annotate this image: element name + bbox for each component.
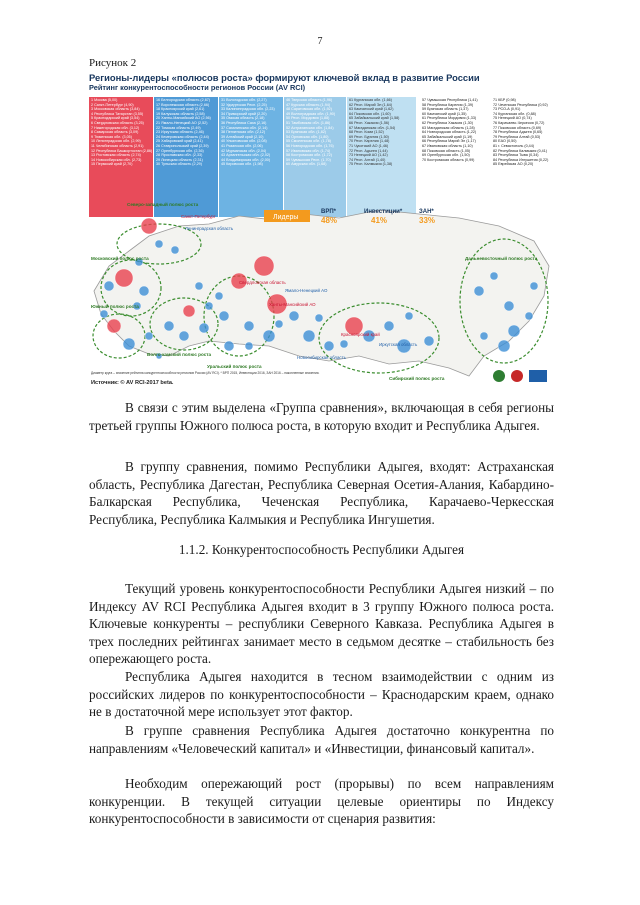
rating-entry: 59 Чувашская Респ. (1,70) bbox=[286, 157, 331, 162]
pole-label-text: Уральский полюс роста bbox=[207, 364, 262, 369]
logo-ava-icon bbox=[529, 370, 547, 382]
region-bubble bbox=[525, 312, 533, 320]
section-heading: 1.1.2. Конкурентоспособность Республики Адыгея bbox=[178, 542, 465, 557]
region-bubble bbox=[263, 330, 275, 342]
rating-entry: 69 Респ. Бурятия (1,50) bbox=[349, 134, 389, 139]
rating-entry: 34 Приморский край (2,20) bbox=[221, 111, 267, 116]
rating-entry: 66 Респ. Хакасия (1,56) bbox=[349, 120, 390, 125]
region-label-novosib: Новосибирская область bbox=[297, 355, 346, 360]
logos bbox=[493, 370, 547, 382]
region-bubble bbox=[405, 312, 413, 320]
region-bubble bbox=[164, 321, 174, 331]
region-label-kras: Красноярский край bbox=[341, 332, 380, 337]
rating-entry: 26 Ставропольский край (2,39) bbox=[156, 143, 209, 148]
rating-entry: 45 Кировская обл. (1,98) bbox=[221, 162, 263, 167]
region-label-spb: Санкт-Петербург bbox=[181, 214, 216, 219]
rating-entry: 20 Ханты-Мансийский АО (2,56) bbox=[156, 116, 211, 121]
rating-entry: 62 Республика Хакасия (1,30) bbox=[422, 120, 473, 125]
rating-entry: 17 Воронежская область (2,66) bbox=[156, 102, 210, 107]
rating-entry: 31 Вологодская обл. (2,27) bbox=[221, 98, 267, 102]
rating-entry: 1 Москва (5,00) bbox=[91, 98, 118, 102]
rating-entry: 84 Республика Ингушетия (0,22) bbox=[493, 157, 549, 162]
figure-source: Источник: © AV RCI-2017 beta. bbox=[91, 380, 174, 386]
rating-entry: 70 Костромская область (0,99) bbox=[422, 157, 475, 162]
rating-entry: 65 Забайкальский край (1,19) bbox=[422, 134, 473, 139]
rating-entry: 77 Псковская область (0,69) bbox=[493, 125, 542, 130]
rating-entry: 58 Республика Карелия (1,39) bbox=[422, 102, 474, 107]
region-bubble bbox=[155, 240, 163, 248]
rating-entry: 7 Нижегородская обл. (3,12) bbox=[91, 125, 140, 130]
pole-label-fareast bbox=[465, 255, 538, 261]
region-bubble bbox=[224, 341, 234, 351]
rating-entry: 58 Костромская обл. (1,72) bbox=[286, 153, 332, 158]
rating-entry: 49 Волгоградская обл. (1,90) bbox=[286, 111, 336, 116]
rating-entry: 55 Смоленская обл. (1,78) bbox=[286, 139, 331, 144]
rating-entry: 65 Забайкальский край (1,58) bbox=[349, 116, 400, 121]
region-bubble bbox=[107, 319, 121, 333]
region-bubble bbox=[530, 282, 538, 290]
rating-entry: 38 Пензенская обл. (2,12) bbox=[221, 130, 266, 135]
russia-map bbox=[89, 196, 554, 386]
paragraph-comparison-group: В связи с этим выделена «Группа сравнения», включающая в себя регионы третьей группы Южного полюса роста, в которую входит и Республика Адыгея. bbox=[89, 400, 554, 433]
pole-label-text: Северо-западный полюс роста bbox=[127, 202, 199, 207]
rating-entry: 68 Псковская область (1,05) bbox=[422, 148, 471, 153]
rating-entry: 19 Калужская область (2,58) bbox=[156, 111, 205, 116]
rating-entry: 32 Удмуртская Респ. (2,25) bbox=[221, 102, 267, 107]
region-bubble bbox=[195, 282, 203, 290]
legend-vrp-value: 48% bbox=[321, 216, 338, 225]
rating-entry: 27 Оренбургская обл. (2,36) bbox=[156, 148, 204, 153]
rating-entry: 29 Липецкая область (2,31) bbox=[156, 157, 203, 162]
legend-invest-value: 41% bbox=[371, 216, 388, 225]
rating-entry: 61 Республика Мордовия (1,33) bbox=[422, 116, 477, 121]
region-bubble bbox=[244, 321, 254, 331]
rating-entry: 66 Республика Марий Эл (1,17) bbox=[422, 139, 476, 144]
region-bubble bbox=[123, 338, 135, 350]
rating-entry: 76 Карачаево-Черкесия (0,72) bbox=[493, 120, 545, 125]
region-label-leningrad: Ленинградская область bbox=[185, 226, 234, 231]
region-bubble bbox=[384, 321, 394, 331]
region-label-yamal: Ямало-Ненецкий АО bbox=[285, 288, 328, 293]
region-bubble bbox=[289, 311, 299, 321]
region-bubble bbox=[275, 320, 283, 328]
legend-leaders: Лидеры bbox=[273, 214, 299, 221]
rating-entry: 12 Республика Башкортостан (2,86) bbox=[91, 148, 153, 153]
rating-entry: 61 Курганская обл. (1,66) bbox=[349, 98, 392, 102]
rating-entry: 43 Архангельская обл. (2,02) bbox=[221, 153, 271, 158]
region-bubble bbox=[315, 314, 323, 322]
rating-entry: 35 Омская область (2,18) bbox=[221, 116, 265, 121]
region-bubble bbox=[219, 311, 229, 321]
rating-entry: 13 Ростовская область (2,74) bbox=[91, 153, 141, 158]
rating-entry: 2 Санкт-Петербург (4,90) bbox=[91, 102, 134, 107]
rating-entry: 72 Респ. Адыгея (1,44) bbox=[349, 148, 388, 153]
rating-entry: 46 Тверская область (1,96) bbox=[286, 98, 333, 102]
rating-entry: 62 Респ. Марий Эл (1,64) bbox=[349, 102, 393, 107]
rating-entry: 54 Орловская обл. (1,80) bbox=[286, 134, 329, 139]
rating-entry: 53 Брянская обл. (1,82) bbox=[286, 130, 327, 135]
region-bubble bbox=[100, 310, 108, 318]
rating-entry: 60 Камчатский край (1,35) bbox=[422, 111, 467, 116]
rating-entry: 72 Чеченская Республика (0,92) bbox=[493, 102, 548, 107]
pole-label-siberian bbox=[389, 375, 445, 381]
figure-note: Диаметр круга – значение рейтинга конкурентоспособности регионов России (AV RCI). * ВРП 2015, Инвестиции 2016, ЗАН 2016 – накопленные значения. bbox=[91, 371, 320, 375]
region-bubble bbox=[115, 269, 133, 287]
figure-title: Регионы-лидеры «полюсов роста» формируют ключевой вклад в развитие России bbox=[89, 72, 480, 83]
region-bubble bbox=[215, 292, 223, 300]
rating-entry: 18 Красноярский край (2,61) bbox=[156, 107, 205, 112]
pole-label-text: Южный полюс роста bbox=[91, 304, 139, 309]
region-bubble bbox=[498, 340, 510, 352]
region-bubble bbox=[504, 301, 514, 311]
pole-label-text: Дальневосточный полюс роста bbox=[465, 256, 538, 261]
region-bubble bbox=[480, 332, 488, 340]
rating-entry: 48 Саратовская обл. (1,92) bbox=[286, 107, 332, 112]
region-label-sverdl: Свердловская область bbox=[239, 280, 286, 285]
rating-entry: 4 Республика Татарстан (3,55) bbox=[91, 111, 144, 116]
rating-entry: 59 Брянская область (1,37) bbox=[422, 107, 469, 112]
rating-entry: 30 Тульская область (2,29) bbox=[156, 162, 202, 167]
region-bubble bbox=[199, 323, 209, 333]
rating-entry: 68 Респ. Коми (1,52) bbox=[349, 130, 384, 135]
rating-entry: 33 Калининградская обл. (2,23) bbox=[221, 107, 275, 112]
rating-entry: 70 Респ. Карелия (1,48) bbox=[349, 139, 390, 144]
legend-vrp-label: ВРП* bbox=[321, 209, 336, 215]
legend-zan-value: 33% bbox=[419, 216, 436, 225]
rating-entry: 24 Кемеровская область (2,44) bbox=[156, 134, 209, 139]
region-bubble bbox=[340, 340, 348, 348]
pole-label-text: Волго-камский полюс роста bbox=[147, 352, 212, 357]
rating-entry: 75 Респ. Калмыкия (1,38) bbox=[349, 162, 393, 167]
rating-entry: 57 Ивановская обл. (1,74) bbox=[286, 148, 331, 153]
rating-entry: 67 Ивановская область (1,10) bbox=[422, 143, 473, 148]
rating-entry: 64 Новгородская область (1,22) bbox=[422, 130, 477, 135]
rating-entry: 64 Псковская обл. (1,60) bbox=[349, 111, 391, 116]
legend-invest-label: Инвестиции* bbox=[364, 209, 403, 215]
rating-entry: 22 Томская область (2,49) bbox=[156, 125, 201, 130]
rating-entry: 23 Иркутская область (2,46) bbox=[156, 130, 204, 135]
rating-entry: 63 Камчатский край (1,62) bbox=[349, 107, 394, 112]
rating-entry: 40 Ульяновская обл. (2,08) bbox=[221, 139, 267, 144]
rating-entry: 14 Новосибирская обл. (2,73) bbox=[91, 157, 142, 162]
pole-label-moscow bbox=[91, 255, 149, 261]
figure-label: Рисунок 2 bbox=[89, 57, 137, 69]
rating-entry: 36 Республика Саха (2,16) bbox=[221, 120, 267, 125]
rating-entry: 39 Алтайский край (2,10) bbox=[221, 134, 264, 139]
rating-entry: 56 Новгородская обл. (1,76) bbox=[286, 143, 334, 148]
rating-entry: 74 Респ. Алтай (1,40) bbox=[349, 157, 386, 162]
region-bubble bbox=[104, 281, 114, 291]
rating-entry: 8 Самарская область (3,09) bbox=[91, 130, 139, 135]
rating-entry: 73 Ненецкий АО (1,42) bbox=[349, 153, 388, 158]
region-bubble bbox=[145, 332, 153, 340]
rating-entry: 42 Мурманская обл. (2,04) bbox=[221, 148, 267, 153]
rating-entry: 16 Белгородская область (2,67) bbox=[156, 98, 211, 102]
rating-entry: 5 Краснодарский край (3,54) bbox=[91, 116, 140, 121]
rating-entry: 52 Астраханская обл. (1,84) bbox=[286, 125, 334, 130]
rating-entry: 6 Свердловская область (3,25) bbox=[91, 120, 144, 125]
rating-entry: 85 Еврейская АО (0,20) bbox=[493, 162, 534, 167]
rating-entry: 21 Ямало-Ненецкий АО (2,52) bbox=[156, 120, 208, 125]
rating-entry: 47 Курская область (1,94) bbox=[286, 102, 331, 107]
figure bbox=[89, 72, 554, 390]
rating-entry: 80 ЕАО (0,50) bbox=[493, 139, 517, 144]
legend-zan-label: ЗАН* bbox=[419, 209, 434, 215]
rating-entry: 44 Владимирская обл. (2,00) bbox=[221, 157, 271, 162]
rating-entry: 75 Ненецкий АО (0,74) bbox=[493, 116, 532, 121]
region-label-irk: Иркутская область bbox=[379, 342, 418, 347]
logo-eagle-icon bbox=[511, 370, 523, 382]
region-bubble bbox=[141, 218, 157, 234]
rating-entry: 71 Чукотский АО (1,46) bbox=[349, 143, 389, 148]
region-bubble bbox=[254, 256, 274, 276]
rating-entry: 69 Оренбургская обл. (1,50) bbox=[422, 153, 470, 158]
rating-entry: 79 Республика Алтай (0,53) bbox=[493, 134, 541, 139]
region-bubble bbox=[508, 325, 520, 337]
logo-emblem-icon bbox=[493, 370, 505, 382]
region-bubble bbox=[303, 330, 315, 342]
pole-label-text: Московский полюс роста bbox=[91, 256, 149, 261]
region-bubble bbox=[139, 286, 149, 296]
rating-entry: 37 Сахалинская обл. (2,14) bbox=[221, 125, 268, 130]
region-bubble bbox=[183, 305, 195, 317]
pole-label-ural bbox=[207, 363, 262, 369]
paragraph-targets: Необходим опережающий рост (прорывы) по всем направлениям конкуренции. В текущей ситуации целевые ориентиры по Индексу конкурентоспособности в зависимости от сценария развития: bbox=[89, 776, 554, 826]
rating-entry: 63 Магаданская область (1,28) bbox=[422, 125, 475, 130]
paragraph-strengths: В группе сравнения Республика Адыгея достаточно конкурентна по направлениям «Человеческий капитал» и «Инвестиции, финансовый капитал». bbox=[89, 723, 554, 756]
rating-entry: 73 РСО-А (0,91) bbox=[493, 107, 521, 112]
rating-entry: 10 Ленинградская обл. (2,99) bbox=[91, 139, 141, 144]
region-bubble bbox=[474, 286, 484, 296]
region-bubble bbox=[424, 336, 434, 346]
region-bubble bbox=[490, 272, 498, 280]
region-bubble bbox=[324, 341, 334, 351]
rating-entry: 78 Республика Адыгея (0,65) bbox=[493, 130, 543, 135]
paragraph-krasnodar: Республика Адыгея находится в тесном взаимодействии с одним из российских лидеров по конкурентоспособности – Краснодарским краем, однако не в достаточной мере использует этот фактор. bbox=[89, 669, 554, 719]
region-bubble bbox=[171, 246, 179, 254]
rating-entry: 3 Московская область (3,84) bbox=[91, 107, 140, 112]
rating-entry: 67 Магаданская обл. (1,54) bbox=[349, 125, 396, 130]
rating-entry: 25 Хабаровский край (2,41) bbox=[156, 139, 203, 144]
rating-entry: 15 Пермский край (2,70) bbox=[91, 162, 133, 167]
rating-entry: 81 г. Севастополь (0,44) bbox=[493, 143, 534, 148]
rating-entry: 57 Чувашская Республика (1,41) bbox=[422, 98, 478, 102]
rating-entry: 28 Ярославская обл. (2,33) bbox=[156, 153, 203, 158]
pole-label-text: Сибирский полюс роста bbox=[389, 376, 445, 381]
page-number: 7 bbox=[317, 36, 323, 47]
rating-entry: 11 Челябинская область (2,91) bbox=[91, 143, 144, 148]
paragraph-comparison-members: В группу сравнения, помимо Республики Адыгея, входят: Астраханская область, Республика Дагестан, Республика Северная Осетия-Алания, Кабардино-Балкарская Республика, Чеченская Республика, Карачаево-Черкесская Республика, Республика Калмыкия и Республика Ингушетия. bbox=[89, 459, 554, 527]
paragraph-current-level: Текущий уровень конкурентоспособности Республики Адыгея низкий – по Индексу AV RCI Республика Адыгея входит в 3 группу Южного полюса роста. Ключевые конкуренты – республики Северного Кавказа. Республика Адыгея в трех последних рейтингах занимает место в седьмом десятке – стабильность без опережающего роста. bbox=[89, 581, 554, 666]
rating-entry: 50 Респ. Мордовия (1,88) bbox=[286, 116, 330, 121]
region-bubble bbox=[205, 302, 213, 310]
region-bubble bbox=[179, 331, 189, 341]
rating-entry: 51 Тамбовская обл. (1,86) bbox=[286, 120, 331, 125]
rating-entry: 83 Республика Тыва (0,34) bbox=[493, 153, 539, 158]
rating-entry: 41 Рязанская обл. (2,06) bbox=[221, 143, 263, 148]
rating-entry: 82 Республика Калмыкия (0,41) bbox=[493, 148, 547, 153]
rating-entry: 74 Курганская обл. (0,88) bbox=[493, 111, 536, 116]
rating-entry: 9 Тюменская обл. (3,05) bbox=[91, 134, 132, 139]
pole-label-south bbox=[91, 303, 139, 309]
region-bubble bbox=[245, 342, 253, 350]
region-label-hmao: Ханты-Мансийский АО bbox=[269, 302, 316, 307]
figure-subtitle: Рейтинг конкурентоспособности регионов России (AV RCI) bbox=[89, 83, 306, 92]
rating-entry: 60 Амурская обл. (1,68) bbox=[286, 162, 327, 167]
pole-label-northwest bbox=[127, 201, 199, 207]
rating-entry: 71 КБР (0,98) bbox=[493, 98, 516, 102]
pole-label-volga bbox=[147, 351, 212, 357]
